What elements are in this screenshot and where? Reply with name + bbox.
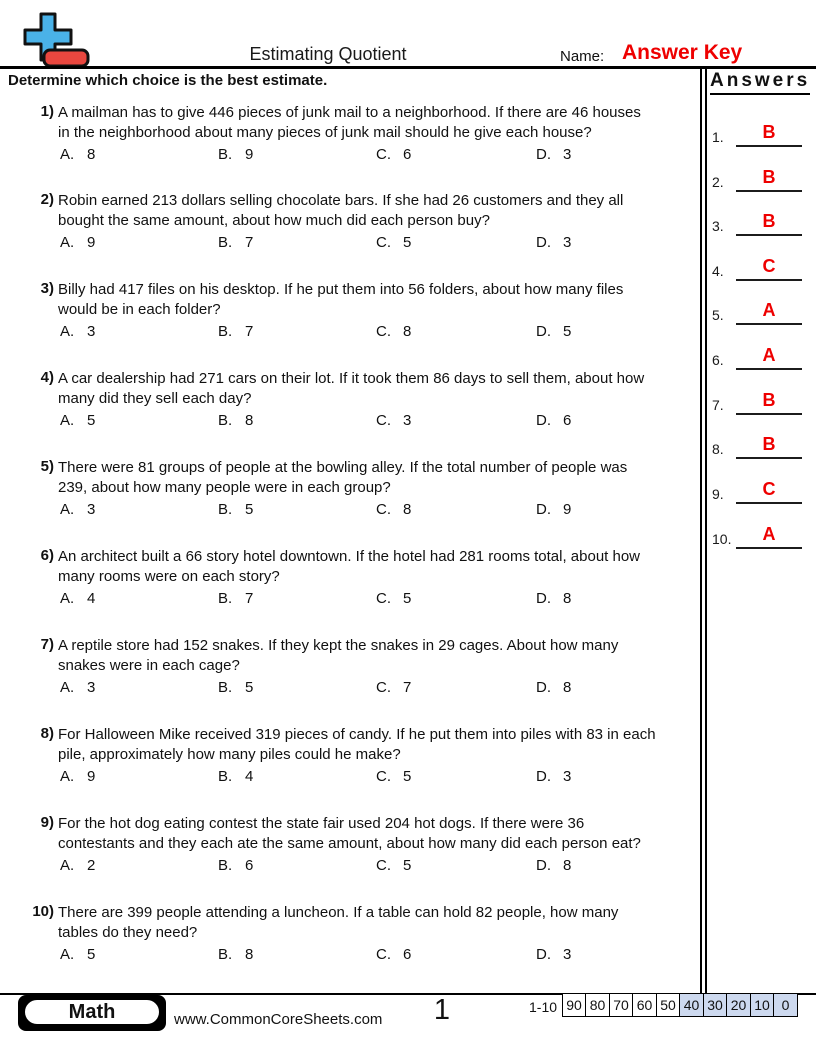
answers-header: Answers — [710, 70, 810, 95]
choice-label: B. — [218, 501, 233, 518]
choice-value: 5 — [87, 412, 96, 429]
question-text — [58, 903, 618, 943]
answer-number: 2. — [712, 174, 724, 190]
choice-a — [60, 323, 95, 340]
choice-value: 7 — [403, 679, 412, 696]
choice-b — [218, 857, 253, 874]
choices-row — [0, 323, 700, 343]
question-number: 4) — [40, 369, 54, 386]
question-number: 7) — [40, 636, 54, 653]
choice-label: B. — [218, 679, 233, 696]
choice-d — [536, 679, 571, 696]
question-line: An architect built a 66 story hotel downtown. If the hotel had 281 rooms total, about how — [58, 548, 641, 565]
choice-value: 8 — [87, 146, 96, 163]
choice-label: B. — [218, 323, 233, 340]
choice-value: 5 — [403, 590, 412, 607]
choice-d — [536, 946, 571, 963]
choice-value: 9 — [87, 234, 96, 251]
choice-label: A. — [60, 946, 75, 963]
choice-label: D. — [536, 412, 551, 429]
choice-c — [376, 768, 411, 785]
choice-label: C. — [376, 501, 391, 518]
choice-value: 8 — [245, 412, 254, 429]
choice-d — [536, 234, 571, 251]
choice-label: C. — [376, 412, 391, 429]
choice-label: B. — [218, 146, 233, 163]
choice-value: 3 — [87, 679, 96, 696]
answer-number: 8. — [712, 441, 724, 457]
choice-value: 4 — [245, 768, 254, 785]
choice-label: C. — [376, 323, 391, 340]
question-line: A car dealership had 271 cars on their lot. If it took them 86 days to sell them, about how — [58, 370, 645, 387]
choice-c — [376, 323, 411, 340]
choice-value: 9 — [563, 501, 572, 518]
choice-d — [536, 412, 571, 429]
choice-value: 6 — [245, 857, 254, 874]
choice-b — [218, 768, 253, 785]
question-line: snakes were in each cage? — [58, 657, 240, 674]
choice-c — [376, 501, 411, 518]
header-divider — [0, 66, 816, 69]
question-9 — [0, 814, 700, 880]
choices-row — [0, 946, 700, 966]
page-number: 1 — [433, 994, 451, 1026]
choices-row — [0, 146, 700, 166]
answers-column — [700, 69, 816, 993]
choice-label: A. — [60, 590, 75, 607]
choice-b — [218, 234, 253, 251]
question-line: For the hot dog eating contest the state fair used 204 hot dogs. If there were 36 — [58, 815, 585, 832]
name-value-answer-key: Answer Key — [622, 41, 743, 64]
question-number: 8) — [40, 725, 54, 742]
question-line: in the neighborhood about many pieces of junk mail should he give each house? — [58, 124, 592, 141]
question-number: 2) — [40, 191, 54, 208]
score-table — [563, 993, 798, 1017]
choice-value: 6 — [563, 412, 572, 429]
question-line: tables do they need? — [58, 924, 198, 941]
question-text — [58, 280, 623, 320]
choice-d — [536, 857, 571, 874]
answer-number: 5. — [712, 307, 724, 323]
choice-label: B. — [218, 768, 233, 785]
score-cell: 70 — [609, 993, 634, 1017]
answer-number: 9. — [712, 486, 724, 502]
choice-label: D. — [536, 146, 551, 163]
answer-blank: A — [736, 300, 802, 325]
choice-c — [376, 146, 411, 163]
choices-row — [0, 590, 700, 610]
answer-number: 7. — [712, 397, 724, 413]
choice-a — [60, 679, 95, 696]
choice-a — [60, 501, 95, 518]
choice-value: 3 — [563, 234, 572, 251]
choice-value: 5 — [563, 323, 572, 340]
answer-blank: C — [736, 256, 802, 281]
question-text — [58, 369, 644, 409]
choice-value: 3 — [403, 412, 412, 429]
question-line: would be in each folder? — [58, 301, 221, 318]
choice-value: 9 — [245, 146, 254, 163]
choice-label: A. — [60, 857, 75, 874]
choices-row — [0, 679, 700, 699]
choice-value: 3 — [563, 146, 572, 163]
choice-value: 6 — [403, 146, 412, 163]
choice-value: 3 — [87, 501, 96, 518]
choice-label: D. — [536, 768, 551, 785]
choice-value: 7 — [245, 234, 254, 251]
choice-label: D. — [536, 323, 551, 340]
answer-blank: A — [736, 345, 802, 370]
choice-value: 8 — [563, 857, 572, 874]
math-logo-label: Math — [23, 998, 161, 1026]
name-label: Name: — [560, 48, 605, 65]
choice-c — [376, 679, 411, 696]
choice-value: 9 — [87, 768, 96, 785]
choice-b — [218, 412, 253, 429]
choice-label: B. — [218, 857, 233, 874]
score-cell: 0 — [773, 993, 798, 1017]
question-number: 6) — [40, 547, 54, 564]
question-text — [58, 103, 641, 143]
instruction-text: Determine which choice is the best estimate. — [8, 72, 328, 89]
choice-value: 6 — [403, 946, 412, 963]
question-text — [58, 191, 623, 231]
choice-a — [60, 946, 95, 963]
question-line: 239, about how many people were in each group? — [58, 479, 391, 496]
choice-b — [218, 501, 253, 518]
answer-row — [702, 196, 816, 236]
question-number: 1) — [40, 103, 54, 120]
choice-label: B. — [218, 234, 233, 251]
choice-label: A. — [60, 323, 75, 340]
choice-c — [376, 946, 411, 963]
choice-d — [536, 768, 571, 785]
choice-a — [60, 234, 95, 251]
choice-value: 2 — [87, 857, 96, 874]
question-line: Robin earned 213 dollars selling chocolate bars. If she had 26 customers and they all — [58, 192, 624, 209]
score-cell: 20 — [726, 993, 751, 1017]
choices-row — [0, 857, 700, 877]
choice-value: 5 — [245, 501, 254, 518]
score-cell: 10 — [750, 993, 775, 1017]
answer-blank: A — [736, 524, 802, 549]
choice-label: A. — [60, 501, 75, 518]
choice-label: C. — [376, 768, 391, 785]
choice-label: B. — [218, 590, 233, 607]
question-line: many did they sell each day? — [58, 390, 252, 407]
choice-label: D. — [536, 679, 551, 696]
choice-value: 8 — [403, 323, 412, 340]
choice-c — [376, 590, 411, 607]
choice-label: D. — [536, 234, 551, 251]
choice-d — [536, 146, 571, 163]
choice-label: A. — [60, 768, 75, 785]
choice-label: C. — [376, 857, 391, 874]
choice-value: 5 — [403, 857, 412, 874]
choice-b — [218, 679, 253, 696]
score-cell: 40 — [679, 993, 704, 1017]
answer-row — [702, 464, 816, 504]
choices-row — [0, 501, 700, 521]
answer-number: 3. — [712, 218, 724, 234]
answer-row — [702, 152, 816, 192]
choice-d — [536, 323, 571, 340]
choices-row — [0, 234, 700, 254]
website-link[interactable]: www.CommonCoreSheets.com — [174, 1011, 383, 1028]
choice-label: C. — [376, 590, 391, 607]
question-text — [58, 725, 656, 765]
question-line: many rooms were on each story? — [58, 568, 280, 585]
question-line: A mailman has to give 446 pieces of junk mail to a neighborhood. If there are 46 houses — [58, 104, 641, 121]
choice-value: 5 — [403, 234, 412, 251]
choice-label: C. — [376, 679, 391, 696]
choice-c — [376, 412, 411, 429]
question-text — [58, 814, 641, 854]
choice-c — [376, 857, 411, 874]
choice-label: A. — [60, 234, 75, 251]
score-cell: 80 — [585, 993, 610, 1017]
choice-value: 8 — [403, 501, 412, 518]
answer-number: 4. — [712, 263, 724, 279]
choice-d — [536, 501, 571, 518]
score-cell: 60 — [632, 993, 657, 1017]
question-line: bought the same amount, about how much did each person buy? — [58, 212, 490, 229]
choice-value: 3 — [563, 768, 572, 785]
question-text — [58, 458, 627, 498]
choice-value: 4 — [87, 590, 96, 607]
question-3 — [0, 280, 700, 346]
math-logo — [18, 995, 166, 1031]
answer-row — [702, 107, 816, 147]
choice-b — [218, 946, 253, 963]
choice-a — [60, 146, 95, 163]
question-line: There are 399 people attending a luncheon. If a table can hold 82 people, how many — [58, 904, 619, 921]
choice-label: D. — [536, 946, 551, 963]
question-10 — [0, 903, 700, 969]
answer-number: 10. — [712, 531, 732, 547]
choice-b — [218, 146, 253, 163]
question-1 — [0, 103, 700, 169]
choice-c — [376, 234, 411, 251]
question-text — [58, 547, 640, 587]
choice-label: C. — [376, 146, 391, 163]
question-6 — [0, 547, 700, 613]
score-cell: 30 — [703, 993, 728, 1017]
choice-label: A. — [60, 412, 75, 429]
answer-row — [702, 375, 816, 415]
question-text — [58, 636, 618, 676]
choice-value: 5 — [403, 768, 412, 785]
choice-value: 8 — [245, 946, 254, 963]
choice-value: 5 — [87, 946, 96, 963]
choice-value: 5 — [245, 679, 254, 696]
choice-value: 8 — [563, 590, 572, 607]
page-title: Estimating Quotient — [249, 44, 407, 64]
question-line: Billy had 417 files on his desktop. If he put them into 56 folders, about how many files — [58, 281, 624, 298]
choice-label: C. — [376, 946, 391, 963]
question-line: A reptile store had 152 snakes. If they kept the snakes in 29 cages. About how many — [58, 637, 619, 654]
choice-label: B. — [218, 412, 233, 429]
answer-number: 6. — [712, 352, 724, 368]
question-number: 3) — [40, 280, 54, 297]
question-7 — [0, 636, 700, 702]
answer-blank: B — [736, 390, 802, 415]
choice-label: D. — [536, 857, 551, 874]
choice-a — [60, 412, 95, 429]
choice-a — [60, 768, 95, 785]
answer-blank: B — [736, 122, 802, 147]
answer-row — [702, 241, 816, 281]
choice-b — [218, 323, 253, 340]
choice-value: 8 — [563, 679, 572, 696]
choice-value: 7 — [245, 323, 254, 340]
choices-row — [0, 412, 700, 432]
choice-d — [536, 590, 571, 607]
question-2 — [0, 191, 700, 257]
answer-row — [702, 330, 816, 370]
answer-number: 1. — [712, 129, 724, 145]
question-number: 5) — [40, 458, 54, 475]
choice-label: B. — [218, 946, 233, 963]
choice-label: D. — [536, 501, 551, 518]
choices-row — [0, 768, 700, 788]
choice-value: 3 — [87, 323, 96, 340]
choice-a — [60, 590, 95, 607]
question-line: contestants and they each ate the same amount, about how many did each person eat? — [58, 835, 641, 852]
question-number: 9) — [40, 814, 54, 831]
question-5 — [0, 458, 700, 524]
question-8 — [0, 725, 700, 791]
question-line: For Halloween Mike received 319 pieces of candy. If he put them into piles with 83 in each — [58, 726, 656, 743]
choice-value: 3 — [563, 946, 572, 963]
score-cell: 90 — [562, 993, 587, 1017]
answer-blank: B — [736, 434, 802, 459]
question-4 — [0, 369, 700, 435]
choice-a — [60, 857, 95, 874]
choice-b — [218, 590, 253, 607]
choice-label: A. — [60, 679, 75, 696]
choice-value: 7 — [245, 590, 254, 607]
answer-blank: C — [736, 479, 802, 504]
score-cell: 50 — [656, 993, 681, 1017]
answer-row — [702, 419, 816, 459]
question-line: pile, approximately how many piles could he make? — [58, 746, 401, 763]
answer-blank: B — [736, 211, 802, 236]
choice-label: D. — [536, 590, 551, 607]
choice-label: A. — [60, 146, 75, 163]
score-range-label: 1-10 — [529, 999, 558, 1015]
question-number: 10) — [32, 903, 54, 920]
choice-label: C. — [376, 234, 391, 251]
question-line: There were 81 groups of people at the bowling alley. If the total number of people was — [58, 459, 628, 476]
answer-blank: B — [736, 167, 802, 192]
answer-row — [702, 509, 816, 549]
answer-row — [702, 285, 816, 325]
